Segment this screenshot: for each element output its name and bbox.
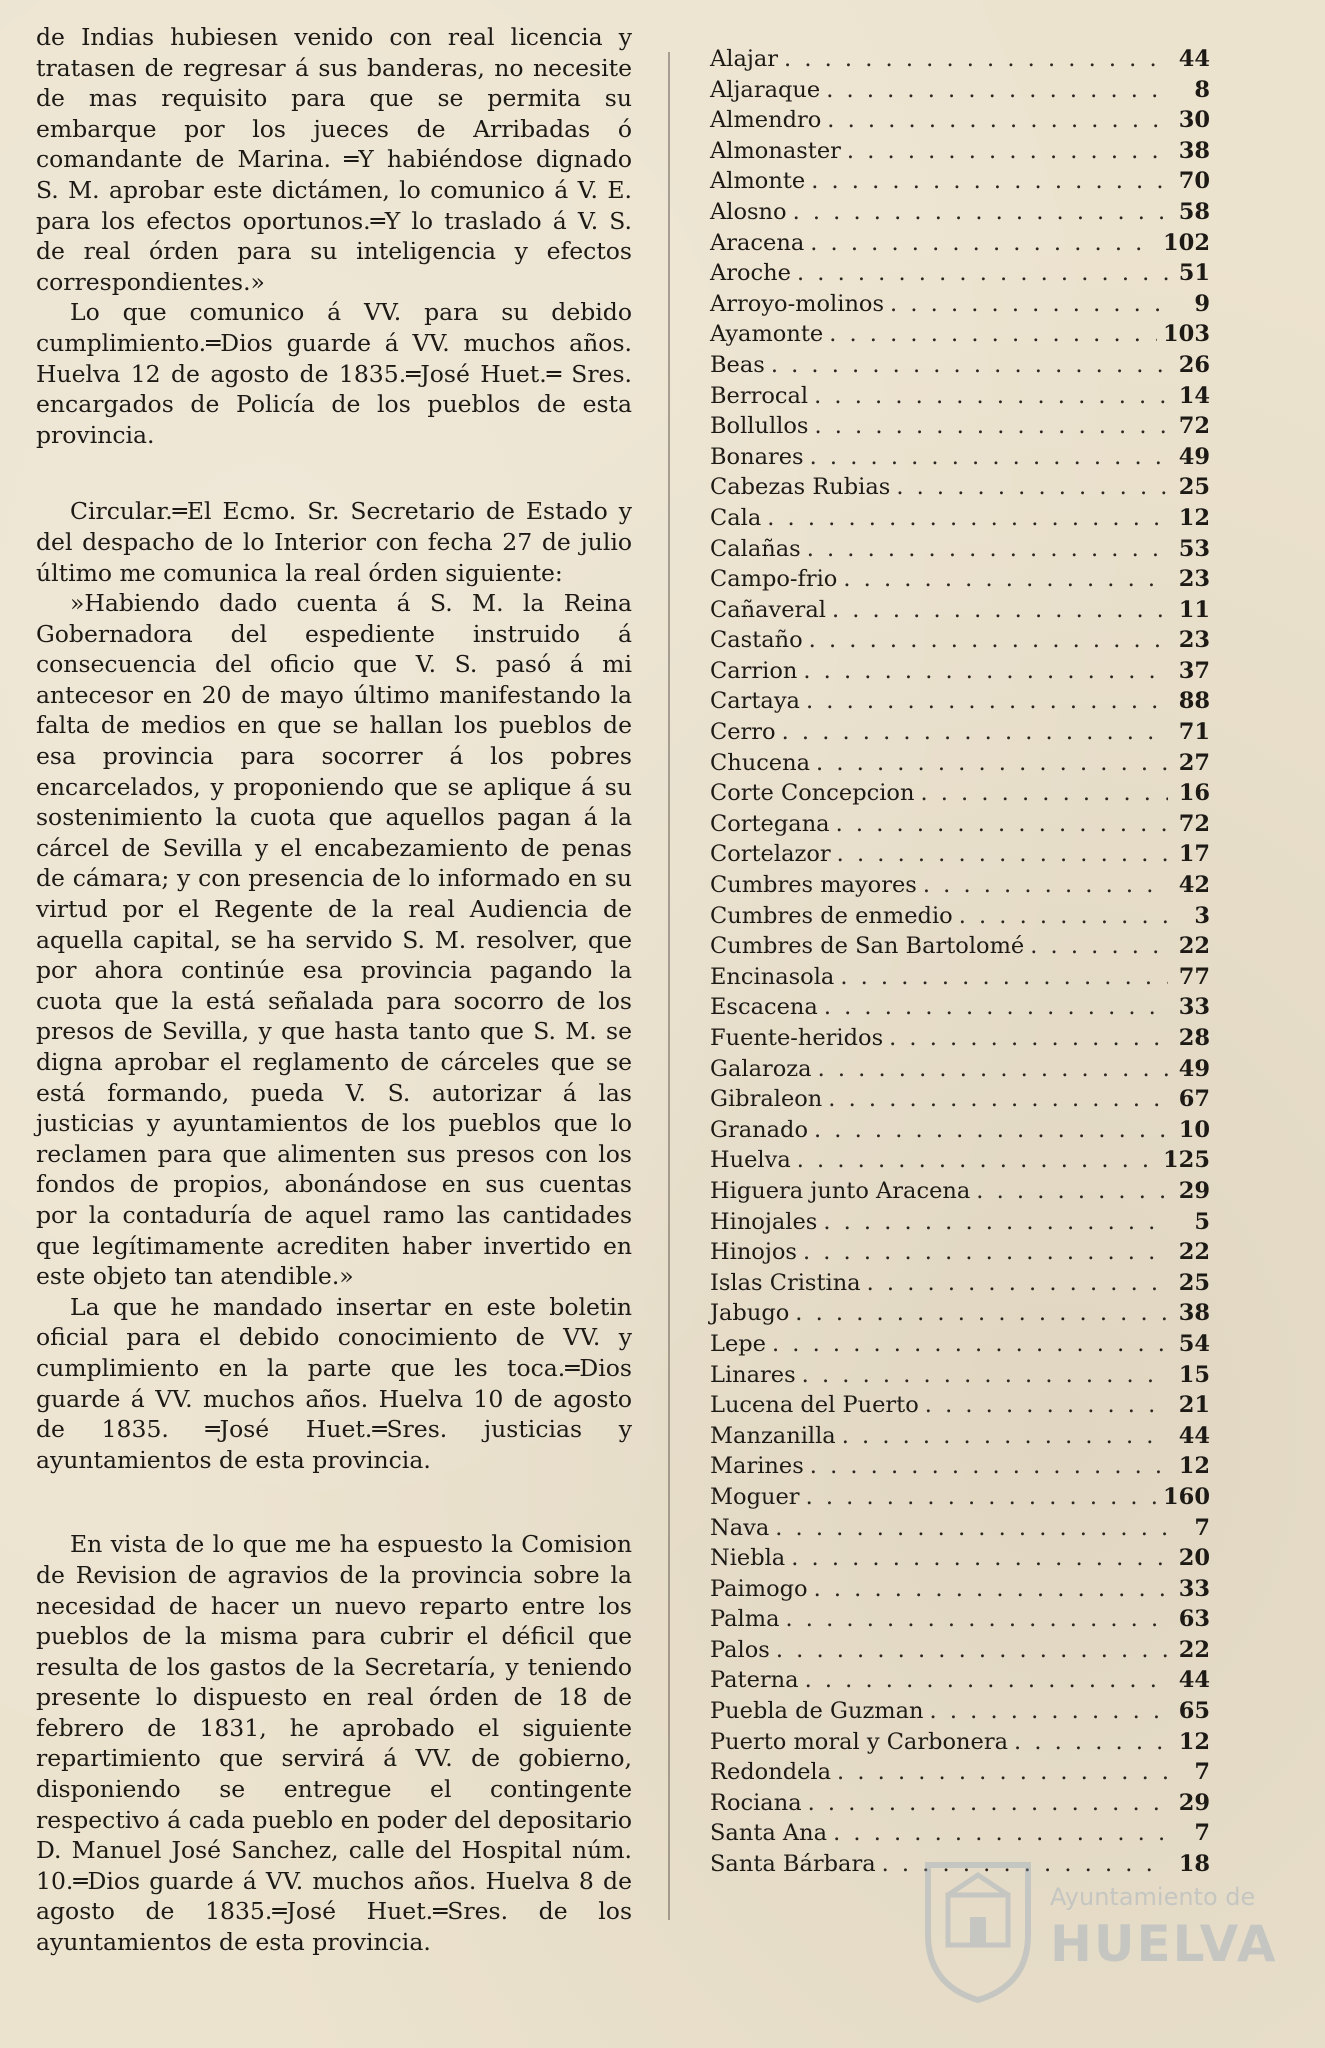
town-row [710, 107, 1210, 138]
town-row [710, 1729, 1210, 1760]
town-amount: 10 [1178, 1116, 1210, 1143]
town-row [710, 903, 1210, 934]
town-quota-list [710, 46, 1210, 1882]
town-row [710, 1392, 1210, 1423]
town-name: Santa Ana [710, 1820, 828, 1847]
town-row [710, 230, 1210, 261]
town-name: Granado [710, 1116, 808, 1143]
town-row [710, 1300, 1210, 1331]
town-name: Almonaster [710, 137, 841, 164]
dot-leader [786, 1606, 1169, 1632]
dot-leader [782, 719, 1168, 745]
town-name: Carrion [710, 657, 798, 684]
dot-leader [797, 1147, 1157, 1173]
town-amount: 58 [1178, 198, 1210, 225]
town-name: Puebla de Guzman [710, 1698, 924, 1725]
town-name: Moguer [710, 1483, 800, 1510]
town-amount: 70 [1178, 168, 1210, 195]
town-name: Lepe [710, 1330, 766, 1357]
town-row [710, 291, 1210, 322]
town-amount: 53 [1178, 535, 1210, 562]
dot-leader [828, 1086, 1168, 1112]
town-row [710, 1667, 1210, 1698]
town-amount: 14 [1178, 382, 1210, 409]
town-row [710, 260, 1210, 291]
town-name: Palos [710, 1636, 770, 1663]
dot-leader [920, 780, 1168, 806]
town-amount: 12 [1178, 1453, 1210, 1480]
town-amount: 26 [1178, 351, 1210, 378]
town-amount: 11 [1178, 596, 1210, 623]
dot-leader [842, 1423, 1168, 1449]
town-row [710, 566, 1210, 597]
town-row [710, 138, 1210, 169]
town-amount: 38 [1178, 137, 1210, 164]
town-row [710, 1576, 1210, 1607]
town-row [710, 1362, 1210, 1393]
paragraph-policia: Lo que comunico á VV. para su debido cumplimiento.═Dios guarde á VV. muchos años. Huelva 12 de agosto de 1835.═José Huet.═ Sres. encargados de Policía de los pueblos de esta provincia. [36, 298, 632, 449]
dot-leader [837, 841, 1168, 867]
town-amount: 125 [1163, 1147, 1210, 1174]
town-name: Cala [710, 504, 762, 531]
town-name: Higuera junto Aracena [710, 1177, 971, 1204]
town-name: Manzanilla [710, 1422, 836, 1449]
town-name: Cortelazor [710, 841, 831, 868]
town-name: Aroche [710, 260, 791, 287]
town-amount: 51 [1178, 260, 1210, 287]
town-amount: 49 [1178, 1055, 1210, 1082]
dot-leader [810, 230, 1157, 256]
town-row [710, 1025, 1210, 1056]
town-row [710, 658, 1210, 689]
dot-leader [810, 444, 1168, 470]
town-amount: 72 [1178, 810, 1210, 837]
town-row [710, 1331, 1210, 1362]
town-name: Fuente-heridos [710, 1025, 884, 1051]
dot-leader [847, 138, 1168, 164]
town-name: Escacena [710, 994, 818, 1021]
town-name: Cortegana [710, 810, 830, 837]
town-name: Chucena [710, 749, 811, 776]
town-name: Jabugo [710, 1300, 790, 1327]
town-row [710, 811, 1210, 842]
town-amount: 9 [1194, 290, 1210, 317]
dot-leader [814, 1576, 1168, 1602]
dot-leader [826, 77, 1168, 103]
town-amount: 77 [1178, 963, 1210, 990]
town-row [710, 1270, 1210, 1301]
dot-leader [896, 474, 1168, 500]
dot-leader [814, 1117, 1168, 1143]
dot-leader [806, 1484, 1157, 1510]
town-name: Niebla [710, 1545, 786, 1572]
town-row [710, 688, 1210, 719]
dot-leader [823, 1209, 1168, 1235]
town-row [710, 1453, 1210, 1484]
town-row [710, 750, 1210, 781]
town-amount: 44 [1178, 46, 1210, 72]
town-name: Redondela [710, 1759, 832, 1786]
dot-leader [832, 597, 1168, 623]
city-shield-icon [918, 1855, 1038, 2005]
town-amount: 44 [1178, 1422, 1210, 1449]
town-name: Calañas [710, 535, 801, 562]
town-amount: 12 [1178, 1728, 1210, 1755]
town-name: Paterna [710, 1667, 799, 1694]
town-name: Bonares [710, 443, 804, 470]
town-name: Ayamonte [710, 321, 824, 348]
town-name: Cumbres de enmedio [710, 902, 953, 929]
town-row [710, 1759, 1210, 1790]
dot-leader [814, 413, 1168, 439]
column-divider [668, 52, 670, 1920]
town-name: Linares [710, 1361, 796, 1388]
town-amount: 12 [1178, 504, 1210, 531]
dot-leader [824, 994, 1168, 1020]
town-amount: 5 [1194, 1208, 1210, 1235]
dot-leader [793, 199, 1168, 225]
town-name: Cerro [710, 719, 776, 746]
town-name: Arroyo-molinos [710, 290, 885, 317]
paragraph-boletin: La que he mandado insertar en este boletin oficial para el debido conocimiento de VV. y cumplimiento en la parte que les toca.═Dios guarde á VV. muchos años. Huelva 10 de agosto de 1835. ═José Huet.═Sres. justicias y ayuntamientos de esta provincia. [36, 1292, 632, 1474]
town-row [710, 780, 1210, 811]
town-row [710, 1637, 1210, 1668]
town-amount: 44 [1178, 1667, 1210, 1694]
dot-leader [802, 1362, 1168, 1388]
dot-leader [1014, 1729, 1168, 1755]
town-name: Cartaya [710, 688, 800, 715]
town-row [710, 1147, 1210, 1178]
dot-leader [806, 688, 1168, 714]
town-row [710, 46, 1210, 77]
town-amount: 28 [1178, 1025, 1210, 1051]
town-amount: 67 [1178, 1086, 1210, 1113]
dot-leader [814, 383, 1168, 409]
town-name: Beas [710, 351, 765, 378]
town-row [710, 1484, 1210, 1515]
town-name: Lucena del Puerto [710, 1392, 919, 1419]
dot-leader [818, 1056, 1168, 1082]
town-row [710, 474, 1210, 505]
town-name: Palma [710, 1606, 780, 1633]
town-amount: 8 [1194, 76, 1210, 103]
town-row [710, 77, 1210, 108]
town-amount: 54 [1178, 1330, 1210, 1357]
town-name: Berrocal [710, 382, 809, 409]
town-name: Gibraleon [710, 1086, 823, 1113]
town-name: Aljaraque [710, 76, 821, 103]
dot-leader [816, 750, 1168, 776]
dot-leader [836, 811, 1168, 837]
dot-leader [803, 1239, 1168, 1265]
town-amount: 63 [1178, 1606, 1210, 1633]
dot-leader [808, 1790, 1168, 1816]
town-row [710, 841, 1210, 872]
town-amount: 3 [1194, 902, 1210, 929]
town-row [710, 1606, 1210, 1637]
town-amount: 30 [1178, 107, 1210, 134]
town-name: Islas Cristina [710, 1269, 861, 1296]
town-amount: 22 [1178, 1239, 1210, 1266]
town-name: Nava [710, 1514, 770, 1541]
town-name: Corte Concepcion [710, 780, 915, 807]
town-amount: 103 [1163, 321, 1210, 348]
town-amount: 17 [1178, 841, 1210, 868]
town-amount: 22 [1178, 1636, 1210, 1663]
left-text-column [36, 22, 632, 1958]
dot-leader [767, 505, 1168, 531]
town-name: Hinojales [710, 1208, 818, 1235]
town-row [710, 1698, 1210, 1729]
town-amount: 20 [1178, 1545, 1210, 1572]
dot-leader [889, 1025, 1168, 1051]
town-row [710, 597, 1210, 628]
town-name: Almonte [710, 168, 806, 195]
watermark-line-2: HUELVA [1050, 1915, 1278, 1973]
town-amount: 72 [1178, 413, 1210, 440]
town-row [710, 627, 1210, 658]
town-name: Hinojos [710, 1239, 797, 1266]
town-amount: 71 [1178, 719, 1210, 746]
dot-leader [890, 291, 1168, 317]
town-name: Puerto moral y Carbonera [710, 1728, 1009, 1755]
town-row [710, 1117, 1210, 1148]
dot-leader [776, 1637, 1168, 1663]
town-amount: 29 [1178, 1177, 1210, 1204]
town-amount: 23 [1178, 566, 1210, 593]
dot-leader [829, 321, 1157, 347]
town-row [710, 1423, 1210, 1454]
town-amount: 42 [1178, 872, 1210, 899]
dot-leader [840, 964, 1168, 990]
dot-leader [867, 1270, 1168, 1296]
town-amount: 18 [1178, 1851, 1210, 1878]
dot-leader [807, 536, 1168, 562]
town-row [710, 413, 1210, 444]
town-name: Cabezas Rubias [710, 474, 891, 501]
dot-leader [827, 107, 1168, 133]
town-row [710, 505, 1210, 536]
town-amount: 33 [1178, 1575, 1210, 1602]
dot-leader [976, 1178, 1168, 1204]
town-row [710, 964, 1210, 995]
town-amount: 7 [1194, 1820, 1210, 1847]
town-name: Bollullos [710, 413, 809, 440]
dot-leader [809, 627, 1168, 653]
town-amount: 7 [1194, 1759, 1210, 1786]
town-row [710, 444, 1210, 475]
town-name: Marines [710, 1453, 804, 1480]
town-row [710, 1545, 1210, 1576]
town-name: Paimogo [710, 1575, 808, 1602]
town-amount: 33 [1178, 994, 1210, 1021]
dot-leader [837, 1759, 1168, 1785]
town-row [710, 1056, 1210, 1087]
town-amount: 25 [1178, 1269, 1210, 1296]
dot-leader [930, 1698, 1168, 1724]
dot-leader [795, 1300, 1168, 1326]
town-name: Alajar [710, 46, 779, 72]
dot-leader [797, 260, 1168, 286]
town-name: Cumbres mayores [710, 872, 917, 899]
dot-leader [772, 1331, 1168, 1357]
town-amount: 23 [1178, 627, 1210, 654]
town-amount: 25 [1178, 474, 1210, 501]
town-row [710, 1209, 1210, 1240]
town-amount: 27 [1178, 749, 1210, 776]
town-amount: 65 [1178, 1698, 1210, 1725]
town-row [710, 352, 1210, 383]
town-row [710, 1239, 1210, 1270]
town-row [710, 1178, 1210, 1209]
town-name: Santa Bárbara [710, 1851, 876, 1878]
town-name: Cumbres de San Bartolomé [710, 933, 1025, 960]
dot-leader [810, 1453, 1168, 1479]
town-row [710, 994, 1210, 1025]
town-amount: 7 [1194, 1514, 1210, 1541]
dot-leader [775, 1515, 1168, 1541]
town-row [710, 199, 1210, 230]
watermark [918, 1855, 1278, 2005]
paragraph-circular: Circular.═El Ecmo. Sr. Secretario de Estado y del despacho de lo Interior con fecha 27 de julio último me comunica la real órden siguiente: [36, 497, 632, 587]
town-name: Campo-frio [710, 566, 838, 593]
town-row [710, 933, 1210, 964]
town-name: Castaño [710, 627, 803, 654]
town-name: Encinasola [710, 963, 835, 990]
paragraph-real-orden: »Habiendo dado cuenta á S. M. la Reina Gobernadora del espediente instruido á consecuencia del oficio que V. S. pasó á mi antecesor en 20 de mayo último manifestando la falta de medios en que se hallan los pueblos de esa provincia para socorrer á los pobres encarcelados, y proponiendo que se aplique á su sostenimiento la cuota que aquellos pagan á la cárcel de Sevilla y el encabezamiento de penas de cámara; y con presencia de lo informado en su virtud por el Regente de la real Audiencia de aquella capital, se ha servido S. M. resolver, que por ahora continúe esa provincia pagando la cuota que la está señalada para socorro de los presos de Sevilla, y que hasta tanto que S. M. se digna aprobar el reglamento de cárceles que se está formando, pueda V. S. autorizar á las justicias y ayuntamientos de los pueblos que lo reclamen para que alimenten sus presos con los fondos de propios, abonándose en sus cuentas por la contaduría de aquel ramo las cantidades que legítimamente acrediten haber invertido en este objeto tan atendible.» [36, 589, 632, 1291]
dot-leader [805, 1667, 1168, 1693]
town-amount: 37 [1178, 657, 1210, 684]
dot-leader [811, 168, 1168, 194]
town-name: Rociana [710, 1789, 802, 1816]
paragraph-indias: de Indias hubiesen venido con real licencia y tratasen de regresar á sus banderas, no necesite de mas requisito para que se permita su embarque por los jueces de Arribadas ó comandante de Marina. ═Y habiéndose dignado S. M. aprobar este dictámen, lo comunico á V. E. para los efectos oportunos.═Y lo traslado á V. S. de real órden para su inteligencia y efectos correspondientes.» [36, 23, 632, 296]
town-row [710, 383, 1210, 414]
dot-leader [923, 872, 1168, 898]
dot-leader [959, 903, 1168, 929]
watermark-line-1: Ayuntamiento de [1050, 1883, 1256, 1911]
town-row [710, 1820, 1210, 1851]
town-row [710, 1790, 1210, 1821]
town-row [710, 321, 1210, 352]
town-amount: 49 [1178, 443, 1210, 470]
town-amount: 38 [1178, 1300, 1210, 1327]
town-name: Huelva [710, 1147, 791, 1174]
town-amount: 21 [1178, 1392, 1210, 1419]
town-row [710, 1515, 1210, 1546]
town-name: Aracena [710, 229, 805, 256]
town-row [710, 1086, 1210, 1117]
town-amount: 102 [1163, 229, 1210, 256]
town-row [710, 168, 1210, 199]
dot-leader [803, 658, 1168, 684]
town-amount: 15 [1178, 1361, 1210, 1388]
town-row [710, 872, 1210, 903]
town-name: Alosno [710, 198, 787, 225]
town-amount: 160 [1163, 1483, 1210, 1510]
town-amount: 29 [1178, 1789, 1210, 1816]
town-amount: 88 [1178, 688, 1210, 715]
paragraph-repartimiento: En vista de lo que me ha espuesto la Comision de Revision de agravios de la provincia sobre la necesidad de hacer un nuevo reparto entre los pueblos de la misma para cubrir el déficil que resulta de los gastos de la Secretaría, y teniendo presente lo dispuesto en real órden de 18 de febrero de 1831, he aprobado el siguiente repartimiento que servirá á VV. de gobierno, disponiendo se entregue el contingente respectivo á cada pueblo en poder del depositario D. Manuel José Sanchez, calle del Hospital núm. 10.═Dios guarde á VV. muchos años. Huelva 8 de agosto de 1835.═José Huet.═Sres. de los ayuntamientos de esta provincia. [36, 1530, 632, 1957]
dot-leader [833, 1820, 1168, 1846]
dot-leader [784, 46, 1168, 72]
town-amount: 16 [1178, 780, 1210, 807]
dot-leader [843, 566, 1168, 592]
dot-leader [791, 1545, 1168, 1571]
dot-leader [925, 1392, 1168, 1418]
town-row [710, 719, 1210, 750]
dot-leader [1030, 933, 1168, 959]
town-row [710, 536, 1210, 567]
town-amount: 22 [1178, 933, 1210, 960]
town-name: Almendro [710, 107, 822, 134]
dot-leader [771, 352, 1168, 378]
town-name: Galaroza [710, 1055, 812, 1082]
town-name: Cañaveral [710, 596, 826, 623]
